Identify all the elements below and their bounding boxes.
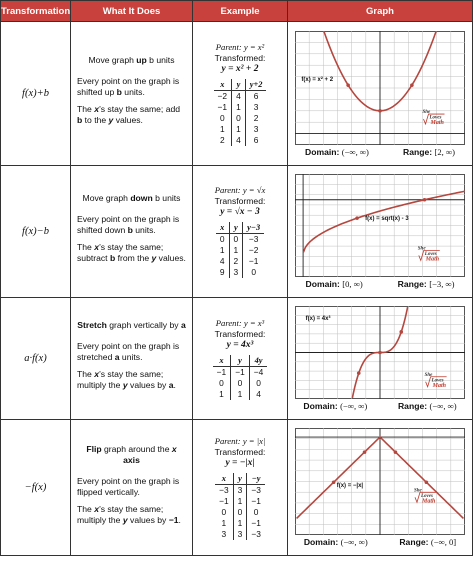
description-rule: The x’s stay the same; subtract b from the y values.	[77, 242, 186, 263]
transformed-equation: y = 4x³	[226, 339, 254, 350]
description-action: Flip graph around the x axis	[86, 443, 177, 465]
transformation-row	[1, 420, 473, 556]
values-header-cell: y−3	[243, 222, 264, 234]
curve-point	[346, 83, 350, 87]
description-cell	[71, 298, 193, 420]
values-cell: 1	[233, 518, 247, 529]
values-row	[216, 256, 264, 267]
range-group	[398, 401, 457, 411]
logo-word: She	[424, 372, 433, 378]
function-label: f(x) = −|x|	[336, 482, 364, 489]
values-cell: 2	[245, 113, 266, 124]
transformed-label: Transformed:	[214, 328, 266, 339]
values-row	[215, 484, 265, 496]
domain-group	[304, 537, 368, 547]
values-cell: 1	[233, 496, 247, 507]
values-row	[213, 366, 268, 378]
header-graph: Graph	[288, 1, 473, 22]
values-cell: 1	[219, 245, 225, 255]
values-header-row	[214, 79, 267, 91]
values-cell: −1	[219, 495, 229, 506]
values-cell: 9	[219, 267, 225, 277]
values-cell: 1	[232, 102, 246, 113]
values-cell: 3	[233, 484, 247, 496]
values-row	[215, 529, 265, 540]
logo-word: She	[414, 488, 422, 494]
values-cell: 0	[249, 378, 267, 389]
transformed-label: Transformed:	[214, 196, 266, 206]
function-graph	[295, 31, 465, 145]
range-group	[403, 147, 455, 157]
values-cell: 3	[229, 267, 243, 278]
values-cell: −2	[217, 90, 228, 101]
values-cell: 4	[232, 90, 246, 102]
parent-equation: Parent: y = x²	[215, 41, 265, 52]
domain-label: Domain:	[305, 279, 340, 289]
values-header-cell: y	[229, 222, 243, 234]
logo-word: Math	[432, 382, 446, 389]
values-cell: 4	[249, 389, 267, 400]
values-cell: 6	[245, 135, 266, 146]
domain-value: (−∞, ∞)	[340, 537, 368, 547]
description-action: Stretch graph vertically by a	[77, 320, 186, 330]
values-cell: 2	[229, 256, 243, 267]
transformation-cell: a·f(x)	[1, 298, 71, 420]
curve-point	[399, 330, 403, 334]
values-cell: 0	[243, 267, 264, 278]
logo-word: Loves	[429, 115, 442, 121]
function-graph	[295, 428, 465, 535]
values-cell: 3	[233, 529, 247, 540]
logo-word: Loves	[424, 251, 437, 257]
values-cell: −3	[219, 484, 229, 495]
values-row	[216, 234, 264, 246]
logo-word: She	[422, 109, 431, 115]
values-cell: 0	[232, 113, 246, 124]
range-label: Range:	[397, 401, 428, 411]
curve-point	[378, 351, 382, 355]
values-cell: 1	[219, 388, 224, 399]
range-value: [2, ∞)	[434, 146, 455, 157]
values-header-cell: x	[214, 79, 232, 91]
values-cell: 0	[233, 507, 247, 518]
logo-word: Math	[425, 256, 440, 263]
description-rule: The x’s stay the same; multiply the y values by a.	[77, 369, 176, 390]
transformation-cell: f(x)+b	[1, 22, 71, 166]
transformed-label: Transformed:	[214, 446, 266, 457]
range-group	[399, 537, 456, 547]
values-cell: 0	[231, 378, 250, 389]
values-table	[213, 355, 268, 400]
description-rule: The x’s stay the same; add b to the y values.	[77, 104, 181, 125]
domain-label: Domain:	[305, 146, 340, 157]
values-cell: 1	[229, 245, 243, 256]
values-cell: 1	[231, 389, 250, 400]
values-row	[214, 102, 267, 113]
description-detail: Every point on the graph is flipped vertically.	[77, 475, 180, 497]
domain-label: Domain:	[303, 401, 338, 411]
description-cell	[71, 166, 193, 298]
values-header-row	[213, 355, 268, 367]
header-what-it-does: What It Does	[71, 1, 193, 22]
range-label: Range:	[399, 537, 429, 547]
values-row	[216, 245, 264, 256]
graph-cell	[288, 166, 473, 298]
transformed-equation: y = √x − 3	[220, 207, 260, 217]
transformed-equation: y = −|x|	[225, 457, 255, 468]
curve-point	[332, 480, 336, 484]
values-cell: −1	[247, 496, 265, 507]
values-row	[214, 124, 267, 135]
logo-word: Math	[430, 119, 444, 126]
description-detail: Every point on the graph is shifted up b units.	[77, 76, 180, 97]
range-group	[398, 279, 455, 289]
values-cell: −1	[216, 366, 227, 377]
transformation-row	[1, 22, 473, 166]
curve-point	[394, 450, 398, 454]
values-header-cell: x	[213, 355, 231, 367]
values-header-row	[215, 473, 265, 485]
values-cell: 0	[221, 506, 227, 517]
transformed-equation: y = x² + 2	[221, 63, 259, 74]
description-cell	[71, 22, 193, 166]
values-cell: −2	[243, 245, 264, 256]
curve-point	[425, 480, 429, 484]
curve-point	[378, 109, 382, 113]
header-row	[1, 1, 473, 22]
domain-group	[303, 401, 367, 411]
values-header-cell: x	[216, 222, 229, 234]
graph-cell	[288, 298, 473, 420]
values-cell: 1	[221, 517, 227, 528]
values-cell: 3	[221, 528, 227, 539]
curve-point	[357, 371, 361, 375]
domain-value: [0, ∞)	[342, 279, 363, 289]
values-cell: 4	[232, 135, 246, 146]
values-row	[216, 267, 264, 278]
values-cell: −3	[243, 234, 264, 246]
example-cell	[193, 420, 288, 556]
values-cell: 0	[219, 377, 224, 388]
values-header-cell: x	[215, 473, 233, 485]
values-header-row	[216, 222, 264, 234]
values-cell: 4	[219, 256, 225, 266]
curve-point	[355, 216, 359, 220]
graph-cell	[288, 22, 473, 166]
parent-equation: Parent: y = |x|	[214, 435, 266, 446]
description-detail: Every point on the graph is shifted down b units.	[77, 214, 180, 235]
domain-range	[288, 277, 472, 292]
transformation-row	[1, 298, 473, 420]
description-detail: Every point on the graph is stretched a units.	[77, 341, 180, 362]
values-header-cell: y+2	[245, 79, 266, 91]
range-label: Range:	[402, 146, 433, 157]
values-cell: 3	[245, 124, 266, 135]
values-cell: −1	[231, 366, 250, 378]
domain-range	[288, 145, 472, 160]
values-cell: 0	[219, 112, 225, 123]
domain-range	[288, 535, 472, 550]
range-label: Range:	[397, 279, 427, 289]
values-row	[215, 518, 265, 529]
range-value: [−3, ∞)	[429, 279, 455, 289]
values-cell: −4	[249, 366, 267, 378]
description-rule: The x’s stay the same; multiply the y values by −1.	[77, 503, 181, 525]
values-row	[213, 389, 268, 400]
transformation-row	[1, 166, 473, 298]
domain-range	[288, 399, 472, 414]
values-cell: −3	[247, 484, 265, 496]
values-cell: −1	[243, 256, 264, 267]
values-header-cell: y	[231, 355, 250, 367]
parent-equation: Parent: y = x³	[215, 317, 265, 328]
curve-point	[410, 83, 414, 87]
values-cell: 2	[219, 134, 225, 145]
values-row	[214, 135, 267, 146]
values-cell: −1	[247, 518, 265, 529]
values-table	[216, 222, 264, 278]
curve-point	[363, 450, 367, 454]
values-header-cell: −y	[247, 473, 265, 485]
values-header-cell: y	[233, 473, 247, 485]
values-cell: 3	[245, 102, 266, 113]
function-label: f(x) = 4x³	[305, 315, 331, 322]
parent-equation: Parent: y = √x	[214, 185, 266, 195]
values-cell: 1	[219, 123, 225, 134]
transformation-cell: −f(x)	[1, 420, 71, 556]
example-cell	[193, 22, 288, 166]
transformed-label: Transformed:	[214, 52, 266, 63]
values-row	[213, 378, 268, 389]
function-label: f(x) = sqrt(x) - 3	[365, 215, 409, 222]
values-row	[214, 90, 267, 102]
domain-group	[305, 279, 362, 289]
function-graph	[295, 174, 465, 277]
values-cell: −3	[247, 529, 265, 540]
domain-value: (−∞, ∞)	[340, 401, 368, 411]
logo-word: Loves	[421, 493, 433, 499]
description-cell	[71, 420, 193, 556]
range-value: (−∞, ∞)	[429, 401, 457, 411]
description-action: Move graph down b units	[82, 193, 181, 203]
values-table	[214, 79, 267, 146]
graph-cell	[288, 420, 473, 556]
values-cell: 6	[245, 90, 266, 102]
values-header-cell: 4y	[249, 355, 267, 367]
range-value: (−∞, 0]	[430, 537, 457, 547]
example-cell	[193, 166, 288, 298]
values-cell: 0	[229, 234, 243, 246]
values-row	[214, 113, 267, 124]
domain-group	[305, 147, 369, 157]
example-cell	[193, 298, 288, 420]
transformation-cell: f(x)−b	[1, 166, 71, 298]
values-cell: 0	[219, 234, 225, 244]
values-table	[215, 473, 265, 540]
description-action: Move graph up b units	[88, 55, 175, 65]
header-transformation: Transformation	[1, 1, 71, 22]
domain-value: (−∞, ∞)	[341, 146, 369, 157]
function-graph	[295, 306, 465, 399]
values-cell: 0	[247, 507, 265, 518]
values-row	[215, 496, 265, 507]
values-row	[215, 507, 265, 518]
logo-word: Loves	[431, 378, 444, 384]
domain-label: Domain:	[303, 537, 339, 547]
logo-word: She	[417, 246, 426, 252]
values-header-cell: y	[232, 79, 246, 91]
values-cell: 1	[232, 124, 246, 135]
values-cell: −1	[217, 101, 228, 112]
curve-point	[423, 198, 427, 202]
logo-word: Math	[422, 498, 436, 505]
header-example: Example	[193, 1, 288, 22]
function-label: f(x) = x² + 2	[301, 76, 334, 83]
